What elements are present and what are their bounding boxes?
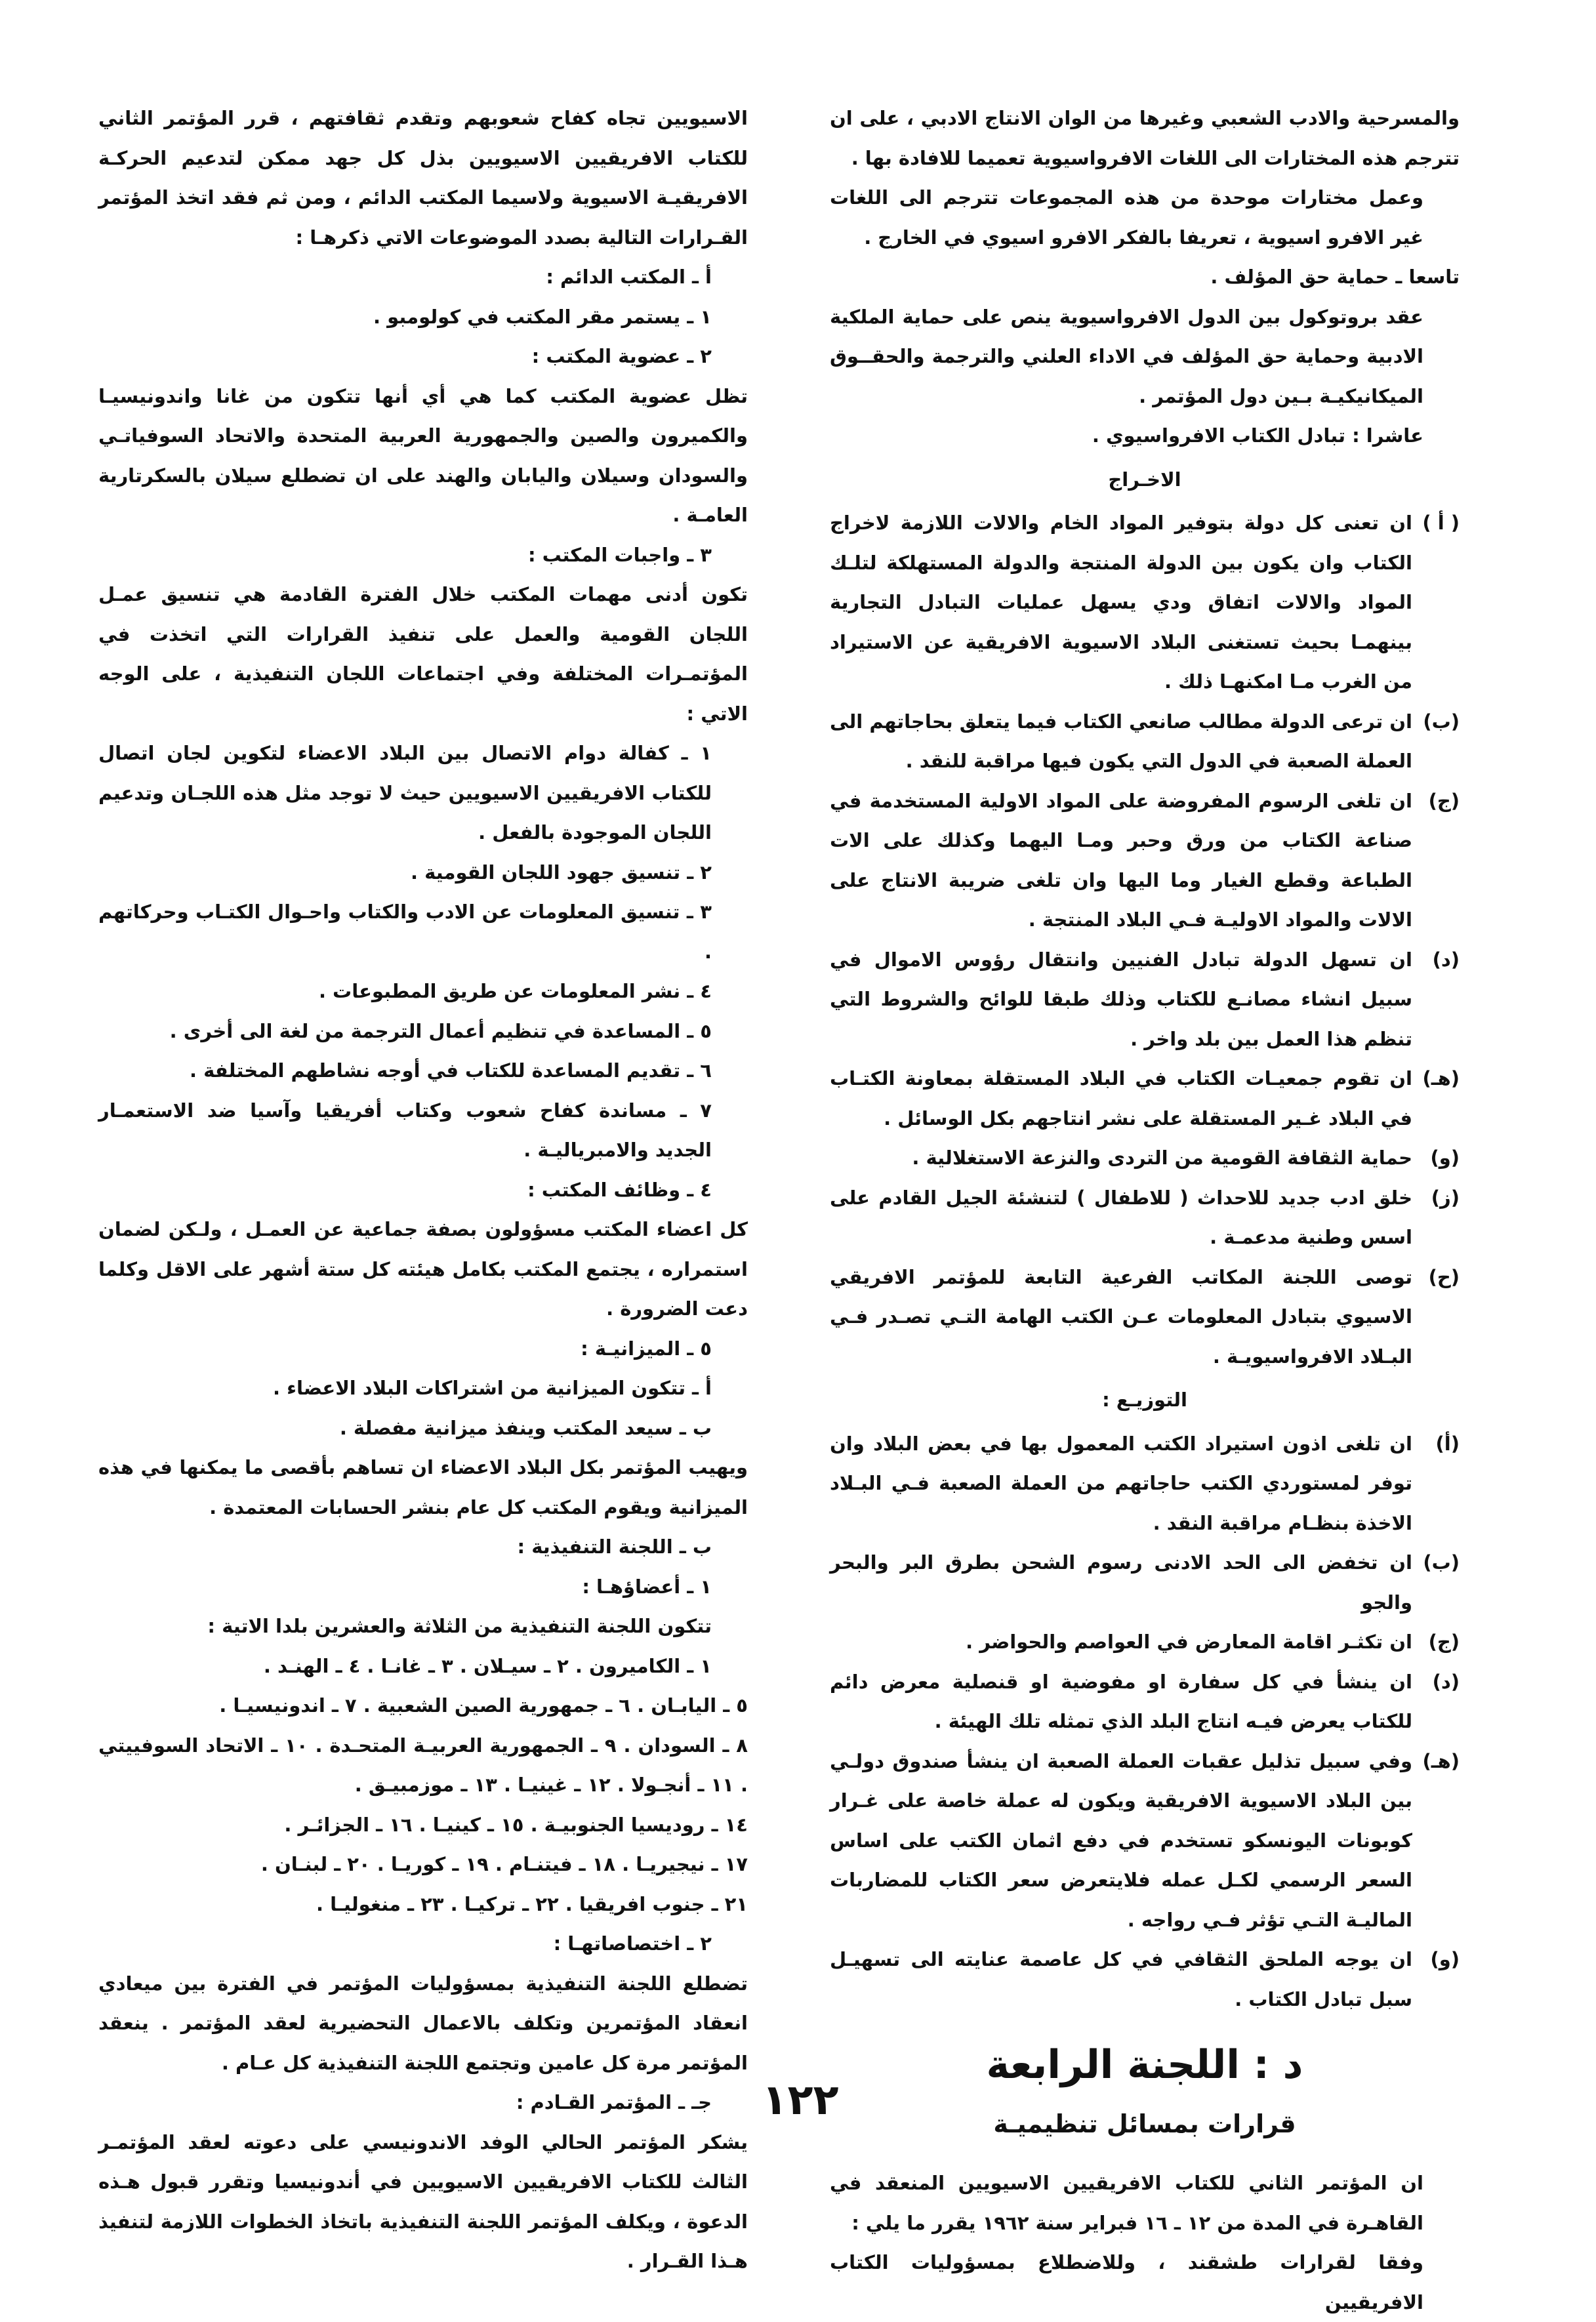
section-a3-text: تكون أدنى مهمات المكتب خلال الفترة القادمة هي تنسيق عمـل اللجان القومية والعمل على تنفيذ القرارات التي اتخذت في المؤتمـرات المختلفة وفي اجتماعات اللجان التنفيذية ، على الوجه الاتي : [98, 583, 748, 725]
item-label: (ج) [1428, 789, 1460, 812]
section-a4-heading: ٤ ـ وظائف المكتب : [527, 1178, 712, 1201]
item-text: وفي سبيل تذليل عقبات العملة الصعبة ان ينشأ صندوق دولـي بين البلاد الاسيوية الافريقية ويكون له عملة خاصة على غـرار كوبونات اليونسكو تستخدم في دفع اثمان الكتب على اساس السعر الرسمي لكـل عمله فلايتعرض سعر الكتاب للمضاربات الماليـة التـي تؤثر فـي رواجه . [830, 1749, 1412, 1931]
country-list-line: ١ ـ الكاميرون . ٢ ـ سيـلان . ٣ ـ غانـا . ٤ ـ الهنـد . [263, 1654, 712, 1677]
item-text: ان تعنى كل دولة بتوفير المواد الخام والالات اللازمة لاخراج الكتاب وان يكون بين الدولة المنتجة والدولة المستهلكة لتلـك المواد والالات اتفاق ودي يسهل عمليات التبادل التجارية بينهمـا بحيث تستغنى البلاد الاسيوية الافريقية عن الاستيراد من الغرب مـا امكنهـا ذلك . [830, 512, 1412, 693]
tenth-title: عاشرا : تبادل الكتاب الافرواسيوي . [1092, 424, 1423, 447]
section-a5-text: ويهيب المؤتمر بكل البلاد الاعضاء ان تساهم بأقصى ما يمكنها في هذه الميزانية ويقوم المكتب كل عام بنشر الحسابات المعتمدة . [98, 1456, 748, 1518]
item-text: ان يوجه الملحق الثقافي في كل عاصمة عنايته الى تسهيـل سبل تبادل الكتاب . [830, 1948, 1412, 2010]
item-label: (هـ) [1422, 1067, 1460, 1090]
country-list-line: ٢١ ـ جنوب افريقيا . ٢٢ ـ تركيـا . ٢٣ ـ منغوليـا . [316, 1892, 748, 1915]
country-list-line: ٨ ـ السودان . ٩ ـ الجمهورية العربيـة المتحـدة . ١٠ ـ الاتحاد السوفييتي . ١١ ـ أنجـولا . ١٢ ـ غينيـا . ١٣ ـ موزمبيـق . [98, 1734, 748, 1796]
distribution-item [830, 1742, 1460, 1940]
item-label: (ز) [1431, 1186, 1460, 1209]
intro-paragraph-2: وعمل مختارات موحدة من هذه المجموعات تترجم الى اللغات غير الافرو اسيوية ، تعريفا بالفكر الافرو اسيوي في الخارج . [830, 186, 1423, 249]
item-label: (ح) [1428, 1265, 1460, 1288]
item-text: خلق ادب جديد للاحداث ( للاطفال ) لتنشئة الجيل القادم على اسس وطنية مدعمـة . [830, 1186, 1412, 1248]
production-item [830, 1138, 1460, 1178]
item-label: (و) [1430, 1948, 1460, 1970]
list-item: ٢ ـ تنسيق جهود اللجان القومية . [410, 861, 712, 884]
ninth-title: تاسعا ـ حماية حق المؤلف . [1210, 266, 1460, 288]
distribution-item [830, 1622, 1460, 1662]
section-a2-text: تظل عضوية المكتب كما هي أي أنها تتكون من غانا واندونيسيـا والكميرون والصين والجمهورية العربية المتحدة والاتحاد السوفياتـي والسودان وسيلان واليابان والهند على ان تضطلع سيلان بالسكرتارية العامـة . [98, 384, 748, 526]
right-column [830, 98, 1460, 2322]
item-label: (د) [1432, 948, 1460, 971]
distribution-item [830, 1662, 1460, 1742]
opening-paragraph: الاسيويين تجاه كفاح شعوبهم وتقدم ثقافتهم ، قرر المؤتمر الثاني للكتاب الافريقيين الاسيويين بذل كل جهد ممكن لتدعيم الحركـة الافريقيـة الاسيوية ولاسيما المكتب الدائم ، ومن ثم فقد اتخذ المؤتمر القـرارات التالية بصدد الموضوعات الاتي ذكرهـا : [98, 107, 748, 249]
item-label: (ب) [1423, 1551, 1460, 1574]
section-a2-heading: ٢ ـ عضوية المكتب : [531, 345, 712, 367]
production-item [830, 503, 1460, 702]
item-text: ان ترعى الدولة مطالب صانعي الكتاب فيما يتعلق بحاجاتهم الى العملة الصعبة في الدول التي يكون فيها مراقبة للنقد . [830, 710, 1412, 772]
item-label: (د) [1432, 1670, 1460, 1693]
distribution-item [830, 1424, 1460, 1543]
production-item [830, 781, 1460, 940]
country-list-line: ١٤ ـ روديسيا الجنوبيـة . ١٥ ـ كينيـا . ١٦ ـ الجزائـر . [284, 1813, 748, 1836]
production-item [830, 1059, 1460, 1138]
distribution-item [830, 1940, 1460, 2019]
list-item: ١ ـ كفالة دوام الاتصال بين البلاد الاعضاء لتكوين لجان اتصال للكتاب الافريقيين الاسيويين حيث لا توجد مثل هذه اللجـان وتدعيم اللجان الموجودة بالفعل . [98, 742, 712, 844]
list-item: ٤ ـ نشر المعلومات عن طريق المطبوعات . [318, 980, 712, 1002]
list-item: ٣ ـ تنسيق المعلومات عن الادب والكتاب واحـوال الكتـاب وحركاتهم . [98, 901, 712, 963]
item-label: (أ) [1435, 1432, 1460, 1455]
distribution-heading: التوزيـع : [1102, 1389, 1187, 1411]
section-c-heading: جـ ـ المؤتمر القـادم : [516, 2091, 712, 2113]
list-item: أ ـ تتكون الميزانية من اشتراكات البلاد الاعضاء . [273, 1377, 712, 1399]
closing-paragraph-2: وفقا لقرارات طشقند ، وللاضطلاع بمسؤوليات الكتاب الافريقيين [830, 2251, 1423, 2313]
item-text: ان تلغى اذون استيراد الكتب المعمول بها في بعض البلاد وان توفر لمستوردي الكتب حاجاتهم من العملة الصعبة فـي البـلاد الاخذة بنظـام مراقبة النقد . [830, 1432, 1412, 1534]
country-list-line: ١٧ ـ نيجيريـا . ١٨ ـ فيتنـام . ١٩ ـ كوريـا . ٢٠ ـ لبنـان . [260, 1853, 748, 1875]
production-item [830, 1257, 1460, 1377]
item-label: (ب) [1423, 710, 1460, 733]
item-text: حماية الثقافة القومية من التردى والنزعة الاستغلالية . [912, 1147, 1412, 1169]
section-a-heading: أ ـ المكتب الدائم : [546, 266, 712, 288]
item-text: ان تكثـر اقامة المعارض في العواصم والحواضر . [966, 1631, 1412, 1653]
section-b2-text: تضطلع اللجنة التنفيذية بمسؤوليات المؤتمر في الفترة بين ميعادي انعقاد المؤتمرين وتكلف بالاعمال التحضيرية لعقد المؤتمر . ينعقد المؤتمر مرة كل عامين وتجتمع اللجنة التنفيذية كل عـام . [98, 1972, 748, 2074]
section-subtitle: قرارات بمسائل تنظيميـة [993, 2109, 1296, 2138]
item-text: توصى اللجنة المكاتب الفرعية التابعة للمؤتمر الافريقي الاسيوي بتبادل المعلومات عـن الكتب الهامة التـي تصـدر فـي البـلاد الافرواسيويـة . [830, 1265, 1412, 1368]
item-label: (و) [1430, 1147, 1460, 1169]
item-text: ان ينشأ في كل سفارة او مفوضية او قنصلية معرض دائم للكتاب يعرض فيـه انتاج البلد الذي تمثله تلك الهيئة . [830, 1670, 1412, 1732]
section-title: د : اللجنة الرابعة [986, 2042, 1303, 2088]
item-text: ان تخفض الى الحد الادنى رسوم الشحن بطرق البر والبحر والجو [830, 1551, 1412, 1614]
section-c-text: يشكر المؤتمر الحالي الوفد الاندونيسي على دعوته لعقد المؤتمـر الثالث للكتاب الافريقيين الاسيويين في أندونيسيا وتقرر قبول هـذه الدعوة ، ويكلف المؤتمر اللجنة التنفيذية باتخاذ الخطوات اللازمة لتنفيذ هـذا القـرار . [98, 2130, 748, 2272]
item-label: (هـ) [1422, 1749, 1460, 1772]
section-b2-heading: ٢ ـ اختصاصاتهـا : [553, 1932, 712, 1955]
section-b-heading: ب ـ اللجنة التنفيذية : [517, 1536, 712, 1558]
list-item: ب ـ سيعد المكتب وينفذ ميزانية مفصلة . [339, 1416, 712, 1439]
production-item [830, 1178, 1460, 1257]
intro-paragraph-1: والمسرحية والادب الشعبي وغيرها من الوان الانتاج الادبي ، على ان تترجم هذه المختارات الى اللغات الافرواسيوية تعميما للافادة بها . [830, 107, 1460, 169]
production-item [830, 702, 1460, 781]
section-a3-heading: ٣ ـ واجبات المكتب : [527, 543, 712, 566]
list-item: ٥ ـ المساعدة في تنظيم أعمال الترجمة من لغة الى أخرى . [169, 1019, 712, 1042]
production-item [830, 940, 1460, 1059]
item-text: ان تقوم جمعيـات الكتاب في البلاد المستقلة بمعاونة الكتـاب في البلاد غـير المستقلة على نشر انتاجهم بكل الوسائل . [830, 1067, 1412, 1130]
section-a1: ١ ـ يستمر مقر المكتب في كولومبو . [373, 305, 712, 328]
item-label: (ج) [1428, 1631, 1460, 1653]
country-list-line: ٥ ـ اليابـان . ٦ ـ جمهورية الصين الشعبية . ٧ ـ اندونيسيـا . [219, 1694, 748, 1717]
section-b1-text: تتكون اللجنة التنفيذية من الثلاثة والعشرين بلدا الاتية : [207, 1615, 712, 1637]
item-label: ( أ ) [1422, 512, 1460, 534]
section-b1-heading: ١ ـ أعضاؤهـا : [582, 1575, 712, 1598]
list-item: ٦ ـ تقديم المساعدة للكتاب في أوجه نشاطهم المختلفة . [189, 1059, 712, 1082]
ninth-text: عقد بروتوكول بين الدول الافرواسيوية ينص على حماية الملكية الادبية وحماية حق المؤلف في الاداء العلني والترجمة والحقــوق الميكانيكيـة بـين دول المؤتمر . [830, 305, 1423, 407]
item-text: ان تلغى الرسوم المفروضة على المواد الاولية المستخدمة في صناعة الكتاب من ورق وحبر ومـا اليهما وكذلك على الات الطباعة وقطع الغيار وما اليها وان تلغى ضريبة الانتاج على الالات والمواد الاوليـة فـي البلاد المنتجة . [830, 789, 1412, 931]
closing-paragraph: ان المؤتمر الثاني للكتاب الافريقيين الاسيويين المنعقد في القاهـرة في المدة من ١٢ ـ ١٦ فبراير سنة ١٩٦٢ يقرر ما يلي : [830, 2172, 1423, 2234]
item-text: ان تسهل الدولة تبادل الفنيين وانتقال رؤوس الاموال في سبيل انشاء مصانـع للكتاب وذلك طبقا للوائح والشروط التي تنظم هذا العمل بين بلد واخر . [830, 948, 1412, 1050]
section-a5-heading: ٥ ـ الميزانيـة : [581, 1337, 712, 1360]
left-column [98, 98, 748, 2281]
production-heading: الاخـراج [1108, 468, 1181, 491]
list-item: ٧ ـ مساندة كفاح شعوب وكتاب أفريقيا وآسيا ضد الاستعمـار الجديد والامبرياليـة . [98, 1099, 712, 1161]
distribution-item [830, 1543, 1460, 1622]
page-number: ١٢٢ [762, 2076, 839, 2125]
section-a4-text: كل اعضاء المكتب مسؤولون بصفة جماعية عن العمـل ، ولـكن لضمان استمراره ، يجتمع المكتب بكامل هيئته كل ستة أشهر على الاقل وكلما دعت الضرورة . [98, 1218, 748, 1320]
